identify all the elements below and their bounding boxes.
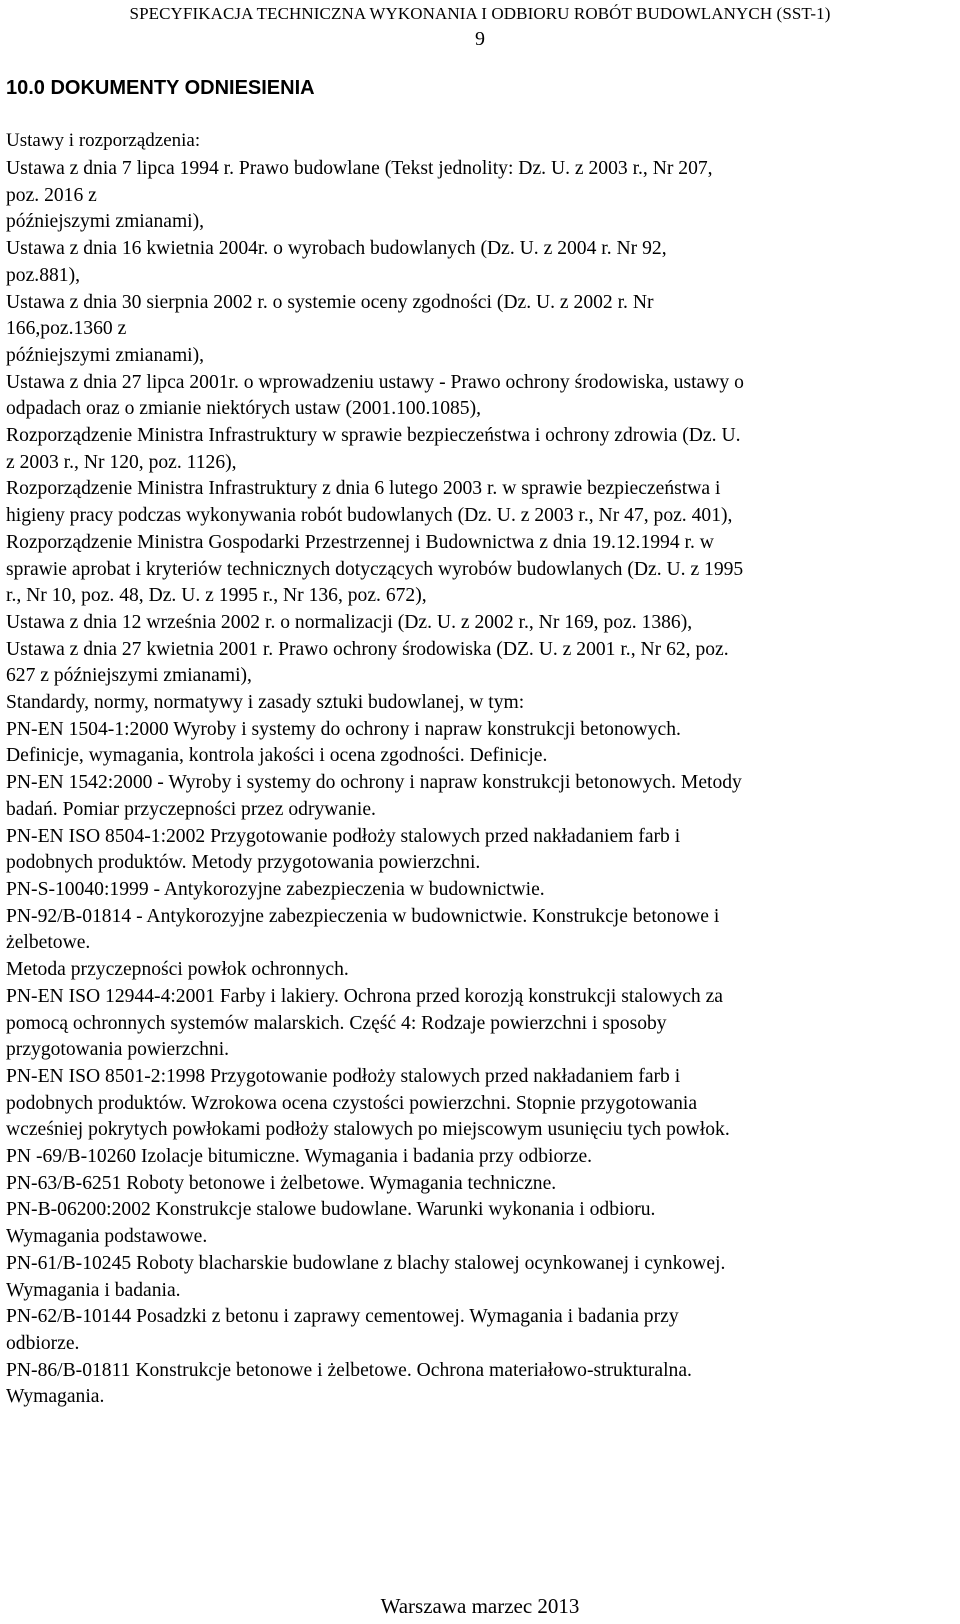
reference-line: podobnych produktów. Wzrokowa ocena czystości powierzchni. Stopnie przygotowania [6, 1092, 698, 1114]
section-intro: Ustawy i rozporządzenia: [6, 130, 201, 151]
reference-line: PN-EN 1542:2000 - Wyroby i systemy do ochrony i napraw konstrukcji betonowych. Metody [6, 772, 742, 794]
reference-line: Rozporządzenie Ministra Gospodarki Przestrzennej i Budownictwa z dnia 19.12.1994 r. w [6, 531, 714, 553]
reference-line: PN-S-10040:1999 - Antykorozyjne zabezpieczenia w budownictwie. [6, 878, 545, 900]
reference-line: PN -69/B-10260 Izolacje bitumiczne. Wymagania i badania przy odbiorze. [6, 1146, 593, 1168]
reference-line: PN-EN ISO 8504-1:2002 Przygotowanie podłoży stalowych przed nakładaniem farb i [6, 825, 681, 847]
reference-line: PN-EN 1504-1:2000 Wyroby i systemy do ochrony i napraw konstrukcji betonowych. [6, 718, 681, 740]
reference-line: Metoda przyczepności powłok ochronnych. [6, 959, 349, 981]
header-title: SPECYFIKACJA TECHNICZNA WYKONANIA I ODBIORU ROBÓT BUDOWLANYCH (SST-1) [129, 4, 831, 23]
reference-line: wcześniej pokrytych powłokami podłoży stalowych po miejscowym usunięciu tych powłok. [6, 1119, 730, 1141]
reference-line: pomocą ochronnych systemów malarskich. Część 4: Rodzaje powierzchni i sposoby [6, 1012, 667, 1034]
reference-line: Ustawa z dnia 7 lipca 1994 r. Prawo budowlane (Tekst jednolity: Dz. U. z 2003 r., Nr 207, [6, 158, 713, 179]
reference-line: PN-86/B-01811 Konstrukcje betonowe i żelbetowe. Ochrona materiałowo-strukturalna. [6, 1359, 692, 1381]
reference-line: PN-B-06200:2002 Konstrukcje stalowe budowlane. Warunki wykonania i odbioru. [6, 1199, 656, 1221]
reference-line: odpadach oraz o zmianie niektórych ustaw (2001.100.1085), [6, 398, 482, 420]
reference-line: sprawie aprobat i kryteriów technicznych dotyczących wyrobów budowlanych (Dz. U. z 1995 [6, 558, 744, 580]
reference-line: PN-62/B-10144 Posadzki z betonu i zaprawy cementowej. Wymagania i badania przy [6, 1306, 679, 1328]
reference-line: żelbetowe. [6, 932, 91, 954]
reference-line: badań. Pomiar przyczepności przez odrywanie. [6, 798, 376, 820]
reference-line: Definicje, wymagania, kontrola jakości i ocena zgodności. Definicje. [6, 745, 548, 767]
reference-line: Ustawa z dnia 16 kwietnia 2004r. o wyrobach budowlanych (Dz. U. z 2004 r. Nr 92, [6, 238, 667, 260]
page-number: 9 [475, 28, 485, 50]
reference-line: późniejszymi zmianami), [6, 211, 205, 233]
reference-list [6, 156, 946, 1411]
reference-line: PN-EN ISO 12944-4:2001 Farby i lakiery. Ochrona przed korozją konstrukcji stalowych za [6, 985, 723, 1007]
reference-line: przygotowania powierzchni. [6, 1039, 230, 1061]
reference-line: PN-61/B-10245 Roboty blacharskie budowlane z blachy stalowej ocynkowanej i cynkowej. [6, 1252, 726, 1274]
reference-line: higieny pracy podczas wykonywania robót budowlanych (Dz. U. z 2003 r., Nr 47, poz. 401), [6, 505, 733, 527]
reference-line: 166,poz.1360 z [6, 318, 127, 340]
reference-line: Ustawa z dnia 27 kwietnia 2001 r. Prawo ochrony środowiska (DZ. U. z 2001 r., Nr 62, poz. [6, 638, 729, 660]
reference-line: poz.881), [6, 264, 81, 286]
reference-line: z 2003 r., Nr 120, poz. 1126), [6, 451, 237, 473]
reference-line: późniejszymi zmianami), [6, 344, 205, 366]
reference-line: odbiorze. [6, 1332, 80, 1354]
reference-line: Wymagania. [6, 1386, 105, 1408]
reference-line: Ustawa z dnia 12 września 2002 r. o normalizacji (Dz. U. z 2002 r., Nr 169, poz. 1386), [6, 611, 693, 633]
reference-line: Wymagania i badania. [6, 1279, 181, 1301]
reference-line: Rozporządzenie Ministra Infrastruktury z dnia 6 lutego 2003 r. w sprawie bezpieczeństwa i [6, 478, 721, 500]
reference-line: podobnych produktów. Metody przygotowania powierzchni. [6, 852, 481, 874]
reference-line: poz. 2016 z [6, 184, 97, 206]
section-heading: 10.0 DOKUMENTY ODNIESIENIA [6, 77, 315, 99]
reference-line: r., Nr 10, poz. 48, Dz. U. z 1995 r., Nr 136, poz. 672), [6, 585, 427, 607]
reference-line: PN-92/B-01814 - Antykorozyjne zabezpieczenia w budownictwie. Konstrukcje betonowe i [6, 905, 720, 927]
reference-line: Ustawa z dnia 30 sierpnia 2002 r. o systemie oceny zgodności (Dz. U. z 2002 r. Nr [6, 291, 654, 313]
footer-text: Warszawa marzec 2013 [380, 1594, 580, 1618]
reference-line: Wymagania podstawowe. [6, 1226, 208, 1248]
reference-line: Ustawa z dnia 27 lipca 2001r. o wprowadzeniu ustawy - Prawo ochrony środowiska, ustawy o [6, 371, 744, 393]
reference-line: Standardy, normy, normatywy i zasady sztuki budowlanej, w tym: [6, 692, 525, 714]
reference-line: PN-63/B-6251 Roboty betonowe i żelbetowe. Wymagania techniczne. [6, 1172, 557, 1194]
reference-line: 627 z późniejszymi zmianami), [6, 665, 252, 687]
reference-line: PN-EN ISO 8501-2:1998 Przygotowanie podłoży stalowych przed nakładaniem farb i [6, 1065, 681, 1087]
reference-line: Rozporządzenie Ministra Infrastruktury w sprawie bezpieczeństwa i ochrony zdrowia (Dz. U. [6, 425, 741, 447]
